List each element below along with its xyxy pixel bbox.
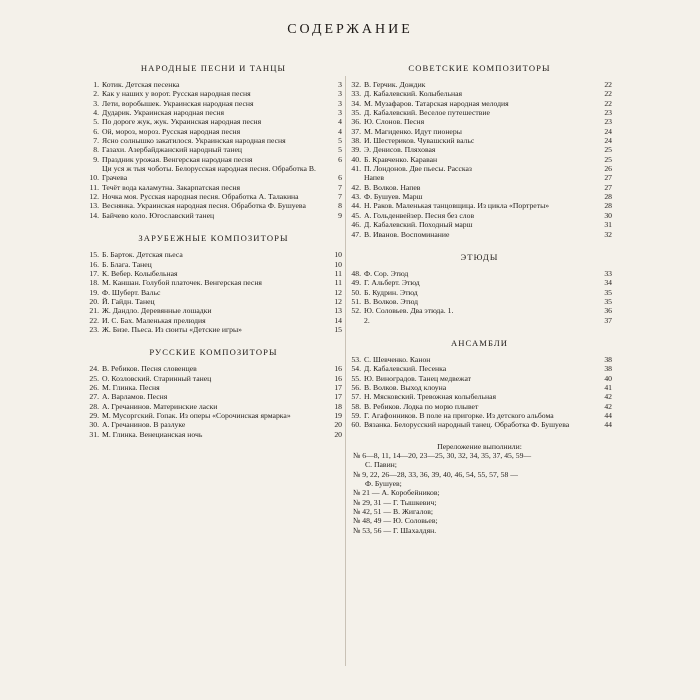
entry-page: 16 [334,373,342,383]
entry-title: Ю. Слонов. Песня [364,117,425,127]
entry-page: 31 [604,220,612,230]
entry-page: 37 [604,315,612,325]
toc-entry [85,260,342,269]
entry-number: 33. [351,89,361,99]
toc-entry [347,192,612,201]
entry-page: 23 [604,108,612,118]
entry-page: 24 [604,136,612,146]
entry-page: 7 [338,182,342,192]
section-entries [85,364,342,439]
entry-number: 24. [89,364,99,374]
entry-page: 11 [334,268,342,278]
entry-page: 6 [338,154,342,164]
toc-entry [347,99,612,108]
entry-title: М. Магиденко. Идут пионеры [364,126,462,136]
entry-title: Й. Гайдн. Танец [102,296,155,306]
entry-title: Ю. Виноградов. Танец медвежат [364,373,472,383]
entry-number: 37. [351,126,361,136]
entry-page: 17 [334,392,342,402]
toc-entry [347,220,612,229]
entry-page: 32 [604,229,612,239]
entry-page: 8 [338,201,342,211]
entry-number: 22. [89,315,99,325]
entry-number: 2. [93,89,99,99]
entry-number: 34. [351,98,361,108]
toc-entry [85,364,342,373]
entry-number: 5. [93,117,99,127]
entry-page: 17 [334,382,342,392]
entry-title: Д. Кабалевский. Колыбельная [364,89,463,99]
entry-number: 7. [93,136,99,146]
entry-title: А. Варламов. Песня [102,392,168,402]
entry-title: В. Герчик. Дождик [364,80,426,89]
entry-title: 2. [364,315,370,325]
entry-title: Ж. Дандло. Деревянные лошадки [102,306,212,316]
arrangers-note [347,442,612,535]
entry-page: 44 [604,420,612,430]
entry-title: Э. Денисов. Пляховая [364,145,436,155]
toc-entry [85,192,342,201]
toc-entry [347,411,612,420]
toc-entry [347,173,612,182]
entry-page: 9 [338,210,342,220]
entry-title: О. Козловский. Старинный танец [102,373,212,383]
entry-page: 11 [334,278,342,288]
entry-number: 50. [351,287,361,297]
column-divider [345,76,346,666]
entry-title: Ф. Бушуев. Марш [364,192,423,202]
toc-entry [347,278,612,287]
entry-page: 12 [334,287,342,297]
entry-title: Б. Барток. Детская пьеса [102,250,183,260]
entry-number: 41. [351,164,361,174]
entry-page: 27 [604,182,612,192]
entry-page: 38 [604,364,612,374]
entry-number: 25. [89,373,99,383]
entry-title: По дороге жук, жук. Украинская народная песня [102,117,262,127]
toc-entry [85,80,342,89]
entry-number: 31. [89,429,99,439]
toc-entry [347,183,612,192]
entry-page: 22 [604,89,612,99]
entry-number: 27. [89,392,99,402]
toc-entry [85,250,342,259]
toc-entry [85,89,342,98]
entry-page: 33 [604,268,612,278]
toc-entry [347,108,612,117]
entry-page: 22 [604,98,612,108]
entry-title: К. Вебер. Колыбельная [102,268,178,278]
toc-entry [347,89,612,98]
entry-number: 30. [89,420,99,430]
entry-title: Б. Блага. Танец [102,259,152,269]
arranger-line: № 9, 22, 26—28, 33, 36, 39, 40, 46, 54, 55, 57, 58 — [353,469,518,479]
entry-number: 44. [351,201,361,211]
toc-entry [85,411,342,420]
arranger-line: № 48, 49 — Ю. Соловьев; [353,516,438,526]
left-column [85,62,342,439]
toc-entry [85,325,342,334]
entry-title: Течёт вода каламутна. Закарпатская песня [102,182,241,192]
entry-number: 8. [93,145,99,155]
toc-entry [347,269,612,278]
entry-number: 60. [351,420,361,430]
toc-entry [85,420,342,429]
toc-entry [347,383,612,392]
entry-page: 22 [604,80,612,89]
toc-entry [85,136,342,145]
toc-entry [347,316,612,325]
entry-number: 19. [89,287,99,297]
entry-number: 28. [89,401,99,411]
entry-number: 45. [351,210,361,220]
entry-title: Лети, воробышек. Украинская народная песня [102,98,254,108]
entry-number: 55. [351,373,361,383]
toc-entry [85,117,342,126]
entry-title: Праздник урожая. Венгерская народная песня [102,154,253,164]
toc-entry [347,164,612,173]
entry-number: 38. [351,136,361,146]
entry-page: 40 [604,373,612,383]
entry-number: 43. [351,192,361,202]
entry-title: И. Шестериков. Чувашский вальс [364,136,475,146]
entry-number: 6. [93,126,99,136]
toc-entry [85,288,342,297]
entry-title: Вязанка. Белорусский народный танец. Обработка Ф. Бушуева [364,420,570,430]
entry-number: 42. [351,182,361,192]
entry-number: 13. [89,201,99,211]
toc-entry [85,430,342,439]
entry-title: Ф. Шуберт. Вальс [102,287,161,297]
toc-entry [85,402,342,411]
entry-title: В. Ребиков. Лодка по морю плывет [364,401,479,411]
arranger-line: С. Павин; [365,460,397,470]
entry-page: 42 [604,392,612,402]
entry-title: Н. Мясковский. Тревожная колыбельная [364,392,497,402]
arranger-line: № 53, 56 — Г. Шахалдян. [353,525,437,535]
entry-title: М. Глинка. Песня [102,382,160,392]
entry-number: 26. [89,382,99,392]
section-heading: ЭТЮДЫ [460,251,499,262]
right-column [347,62,612,535]
entry-title: М. Мусоргский. Гопак. Из оперы «Сорочинская ярмарка» [102,410,291,420]
toc-entry [85,297,342,306]
entry-number: 14. [89,210,99,220]
toc-entry [347,420,612,429]
toc-entry [85,374,342,383]
entry-page: 3 [338,89,342,99]
entry-page: 30 [604,210,612,220]
entry-title: Г. Агафонников. В поле на пригорке. Из детского альбома [364,410,554,420]
entry-number: 12. [89,192,99,202]
right-sections [347,62,612,430]
toc-entry [347,402,612,411]
entry-page: 3 [338,80,342,89]
entry-page: 20 [334,429,342,439]
section-entries [347,355,612,430]
entry-title: В. Ребиков. Песня словенцев [102,364,197,374]
entry-number: 3. [93,98,99,108]
entry-title: Д. Кабалевский. Песенка [364,364,447,374]
arranger-line: № 21 — А. Коробейников; [353,488,440,498]
entry-number: 4. [93,108,99,118]
entry-number: 53. [351,354,361,364]
entry-page: 28 [604,201,612,211]
entry-number: 46. [351,220,361,230]
arrangers-list [347,451,612,535]
toc-entry [347,127,612,136]
section-entries [347,269,612,325]
entry-page: 18 [334,401,342,411]
entry-page: 3 [338,98,342,108]
toc-entry [85,145,342,154]
toc-entry [85,383,342,392]
entry-number: 58. [351,401,361,411]
entry-title: Как у наших у ворот. Русская народная песня [102,89,251,99]
entry-page: 5 [338,145,342,155]
entry-page: 4 [338,117,342,127]
entry-page: 42 [604,401,612,411]
entry-number: 23. [89,324,99,334]
entry-title: Ой, мороз, мороз. Русская народная песня [102,126,241,136]
entry-page: 41 [604,382,612,392]
entry-page: 5 [338,136,342,146]
entry-page: 24 [604,126,612,136]
entry-title: Н. Раков. Маленькая танцовщица. Из цикла «Портреты» [364,201,550,211]
toc-entry [347,392,612,401]
entry-number: 18. [89,278,99,288]
page-title: СОДЕРЖАНИЕ [287,22,413,37]
toc-entry [347,230,612,239]
section-entries [85,80,342,220]
toc-entry [347,288,612,297]
entry-page: 13 [334,306,342,316]
toc-entry [85,306,342,315]
entry-title: В. Иванов. Воспоминание [364,229,450,239]
toc-entry [347,355,612,364]
entry-page: 6 [338,173,342,183]
toc-entry [85,201,342,210]
arranger-line: № 42, 51 — В. Жигалов; [353,507,434,517]
entry-page: 10 [334,250,342,260]
entry-title: Ж. Бизе. Пьеса. Из сюиты «Детские игры» [102,324,242,334]
entry-number: 15. [89,250,99,260]
entry-page: 25 [604,145,612,155]
toc-entry [347,80,612,89]
arranger-line: Ф. Бушуев; [365,479,402,489]
entry-page: 10 [334,259,342,269]
entry-page: 3 [338,108,342,118]
entry-number: 54. [351,364,361,374]
entry-page: 23 [604,117,612,127]
entry-title: И. С. Бах. Маленькая прелюдия [102,315,206,325]
entry-page: 19 [334,410,342,420]
entry-number: 32. [351,80,361,89]
toc-entry [347,211,612,220]
entry-title: М. Музафаров. Татарская народная мелодия [364,98,509,108]
entry-number: 17. [89,268,99,278]
entry-number: 11. [89,182,99,192]
entry-title: В. Волков. Напев [364,182,421,192]
entry-number: 29. [89,410,99,420]
entry-number: 20. [89,296,99,306]
entry-title: В. Волков. Этюд [364,296,419,306]
entry-title: Ю. Соловьев. Два этюда. 1. [364,306,454,316]
entry-number: 52. [351,306,361,316]
toc-entry [85,164,342,183]
toc-entry [85,278,342,287]
entry-title: А. Гречанинов. Материнские ласки [102,401,218,411]
entry-number: 40. [351,154,361,164]
entry-page: 4 [338,126,342,136]
entry-title: Напев [364,173,385,183]
entry-number: 16. [89,259,99,269]
entry-number: 10. [89,173,99,183]
toc-entry [85,99,342,108]
entry-title: М. Каншан. Голубой платочек. Венгерская песня [102,278,262,288]
toc-entry [85,155,342,164]
entry-title: Байчево коло. Югославский танец [102,210,215,220]
arrangers-title: Переложение выполнили: [437,441,522,451]
entry-number: 21. [89,306,99,316]
entry-title: С. Шевченко. Канон [364,354,431,364]
entry-number: 36. [351,117,361,127]
entry-number: 39. [351,145,361,155]
arranger-line: № 29, 31 — Г. Тышкевич; [353,497,437,507]
entry-page: 27 [604,173,612,183]
entry-title: Ночка моя. Русская народная песня. Обработка А. Талакина [102,192,299,202]
toc-entry [347,117,612,126]
entry-number: 9. [93,154,99,164]
entry-page: 16 [334,364,342,374]
entry-title: Д. Кабалевский. Веселое путешествие [364,108,490,118]
toc-entry [85,211,342,220]
entry-page: 15 [334,324,342,334]
section-heading: СОВЕТСКИЕ КОМПОЗИТОРЫ [408,63,551,73]
entry-number: 59. [351,410,361,420]
entry-title: Газахи. Азербайджанский народный танец [102,145,242,155]
entry-page: 44 [604,410,612,420]
entry-number: 1. [93,80,99,89]
entry-title: Котик. Детская песенка [102,80,180,89]
entry-number: 57. [351,392,361,402]
entry-page: 35 [604,296,612,306]
entry-number: 56. [351,382,361,392]
entry-title: Веснянка. Украинская народная песня. Обработка Ф. Бушуева [102,201,306,211]
section-entries [85,250,342,334]
toc-entry [85,316,342,325]
entry-page: 38 [604,354,612,364]
entry-title: Ци уся ж тыя чоботы. Белорусская народная песня. Обработка В. Грачева [102,164,316,183]
entry-page: 14 [334,315,342,325]
entry-page: 26 [604,164,612,174]
section-heading: АНСАМБЛИ [450,337,509,348]
entry-title: П. Лондонов. Две пьесы. Рассказ [364,164,472,174]
toc-entry [347,297,612,306]
toc-entry [85,108,342,117]
entry-number: 51. [351,296,361,306]
entry-title: А. Гречанинов. В разлуке [102,420,186,430]
entry-number: 47. [351,229,361,239]
toc-entry [347,155,612,164]
entry-page: 35 [604,287,612,297]
entry-title: Б. Кудрин. Этюд [364,287,418,297]
entry-title: Дударик. Украинская народная песня [102,108,225,118]
entry-title: Ф. Сор. Этюд [364,268,409,278]
toc-entry [347,136,612,145]
entry-number: 48. [351,268,361,278]
toc-entry [85,183,342,192]
entry-page: 28 [604,192,612,202]
section-heading: РУССКИЕ КОМПОЗИТОРЫ [149,347,278,358]
entry-page: 34 [604,278,612,288]
toc-entry [347,306,612,315]
entry-page: 7 [338,192,342,202]
section-entries [347,80,612,239]
entry-title: Б. Кравченко. Караван [364,154,438,164]
entry-title: В. Волков. Выход клоуна [364,382,447,392]
toc-entry [347,201,612,210]
toc-entry [347,364,612,373]
toc-entry [85,127,342,136]
entry-page: 36 [604,306,612,316]
entry-number: 35. [351,108,361,118]
entry-title: Д. Кабалевский. Походный марш [364,220,473,230]
entry-page: 20 [334,420,342,430]
section-heading: ЗАРУБЕЖНЫЕ КОМПОЗИТОРЫ [138,233,289,244]
entry-title: Ясно солнышко закатилося. Украинская народная песня [102,136,286,146]
entry-title: Г. Альберт. Этюд [364,278,420,288]
entry-page: 12 [334,296,342,306]
entry-number: 49. [351,278,361,288]
toc-entry [85,269,342,278]
arranger-line: № 6—8, 11, 14—20, 23—25, 30, 32, 34, 35, 37, 45, 59— [353,451,532,460]
toc-entry [85,392,342,401]
toc-entry [347,145,612,154]
entry-title: А. Гольденвейзер. Песня без слов [364,210,475,220]
entry-title: М. Глинка. Венецианская ночь [102,429,203,439]
entry-page: 25 [604,154,612,164]
toc-entry [347,374,612,383]
section-heading: НАРОДНЫЕ ПЕСНИ И ТАНЦЫ [140,63,287,73]
